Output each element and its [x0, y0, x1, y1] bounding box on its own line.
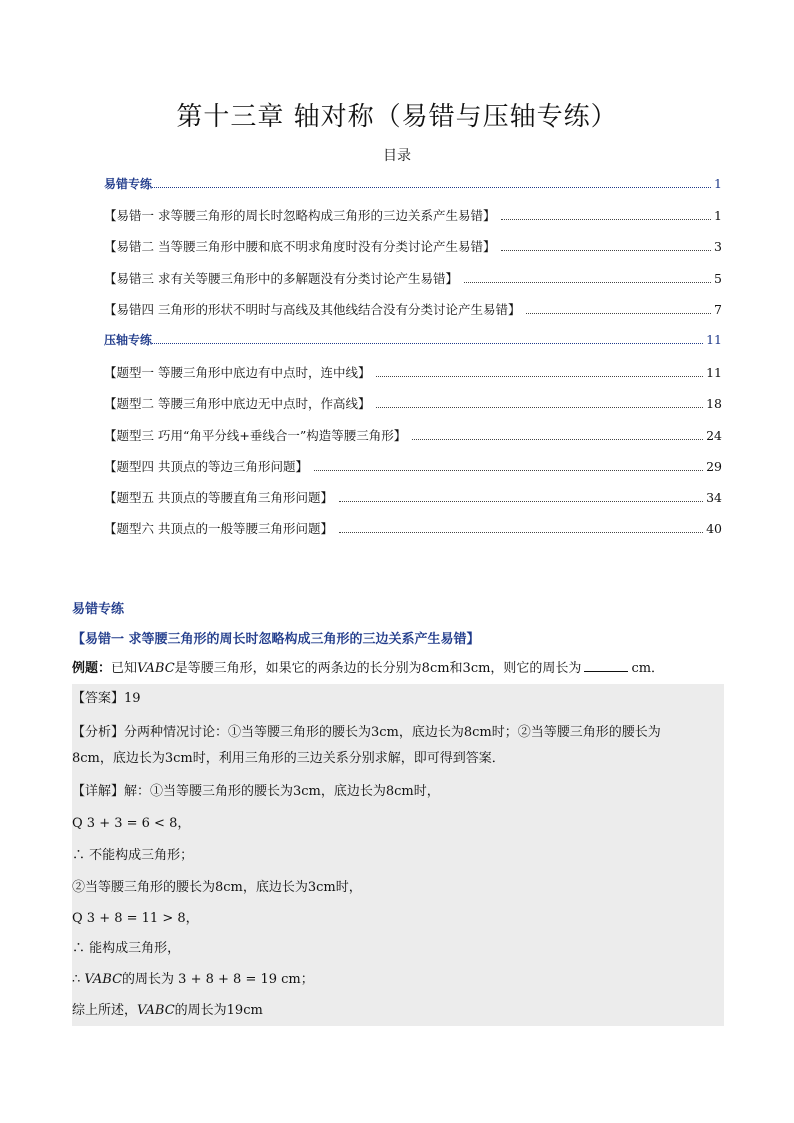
- toc-entry-link[interactable]: [104, 237, 722, 255]
- toc-leader-dots: [339, 501, 703, 502]
- section-heading: 易错专练: [72, 602, 125, 617]
- toc-entry-label: 【题型一 等腰三角形中底边有中点时，连中线】: [104, 365, 371, 380]
- triangle-symbol: VABC: [137, 1003, 175, 1018]
- toc-leader-dots: [501, 219, 711, 220]
- toc-entry-link[interactable]: [104, 363, 722, 381]
- toc-entry-link[interactable]: [104, 394, 722, 412]
- toc-entry-label: 易错专练: [104, 177, 153, 191]
- toc-page-number: 34: [706, 490, 722, 505]
- toc-entry-label: 【题型三 巧用“角平分线+垂线合一”构造等腰三角形】: [104, 428, 407, 443]
- toc-leader-dots: [152, 343, 703, 344]
- toc-page-number: 11: [706, 365, 722, 380]
- example-label: 例题：: [72, 661, 112, 676]
- step-2: ∴ 不能构成三角形；: [72, 840, 724, 872]
- toc-leader-dots: [464, 282, 711, 283]
- step-7-text: 的周长为19cm: [174, 1003, 263, 1018]
- example-text-a: 已知: [111, 661, 138, 676]
- toc-leader-dots: [526, 313, 711, 314]
- step-6: [72, 964, 724, 996]
- toc-entry-label: 【题型五 共顶点的等腰直角三角形问题】: [104, 490, 333, 505]
- toc-page-number: 40: [706, 521, 722, 536]
- toc-entry-label: 【题型二 等腰三角形中底边无中点时，作高线】: [104, 396, 371, 411]
- toc-page-number: 1: [714, 208, 722, 223]
- example-unit: cm．: [631, 661, 665, 676]
- toc-entry-link[interactable]: [104, 519, 722, 537]
- toc-page-number: 1: [714, 176, 722, 191]
- toc-leader-dots: [412, 439, 703, 440]
- toc-page-number: 24: [706, 428, 722, 443]
- toc-entry-label: 【题型六 共顶点的一般等腰三角形问题】: [104, 521, 333, 536]
- toc-page-number: 18: [706, 396, 722, 411]
- detail-line: 【详解】解：①当等腰三角形的腰长为3cm，底边长为8cm时，: [72, 776, 724, 808]
- toc-leader-dots: [376, 376, 703, 377]
- toc-entry-label: 压轴专练: [104, 333, 153, 347]
- toc-page-number: 11: [706, 332, 722, 347]
- page-title: 第十三章 轴对称（易错与压轴专练）: [176, 102, 618, 132]
- example-line: [72, 659, 724, 678]
- toc-leader-dots: [314, 470, 703, 471]
- analysis-line-2: 8cm，底边长为3cm时，利用三角形的三边关系分别求解，即可得到答案．: [72, 751, 505, 766]
- toc-entry-link[interactable]: [104, 426, 722, 444]
- triangle-symbol: VABC: [137, 661, 175, 676]
- toc-entry-label: 【易错一 求等腰三角形的周长时忽略构成三角形的三边关系产生易错】: [104, 208, 496, 223]
- toc-entry-link[interactable]: [104, 300, 722, 318]
- toc-entry-label: 【易错三 求有关等腰三角形中的多解题没有分类讨论产生易错】: [104, 271, 458, 286]
- toc-entry-label: 【易错二 当等腰三角形中腰和底不明求角度时没有分类讨论产生易错】: [104, 239, 496, 254]
- step-7: [72, 996, 724, 1026]
- toc-leader-dots: [152, 187, 711, 188]
- toc-entry-label: 【易错四 三角形的形状不明时与高线及其他线结合没有分类讨论产生易错】: [104, 302, 521, 317]
- example-text-b: 是等腰三角形，如果它的两条边的长分别为8cm和3cm，则它的周长为: [174, 661, 582, 676]
- toc-entry-link[interactable]: [104, 457, 722, 475]
- toc-section-link[interactable]: [104, 175, 722, 193]
- answer-line: 【答案】19: [72, 684, 724, 714]
- toc-page-number: 7: [714, 302, 722, 317]
- step-7-prefix: 综上所述，: [72, 1003, 138, 1018]
- step-4: Q 3 + 8 = 11 > 8，: [72, 904, 724, 934]
- triangle-symbol: VABC: [84, 972, 123, 987]
- toc-leader-dots: [376, 407, 703, 408]
- toc-section-link[interactable]: [104, 331, 722, 349]
- toc-page-number: 5: [714, 271, 722, 286]
- toc-entry-link[interactable]: [104, 206, 722, 224]
- toc-entry-label: 【题型四 共顶点的等边三角形问题】: [104, 459, 308, 474]
- step-1: Q 3 + 3 = 6 < 8，: [72, 808, 724, 840]
- toc-entry-link[interactable]: [104, 488, 722, 506]
- step-3: ②当等腰三角形的腰长为8cm，底边长为3cm时，: [72, 872, 724, 904]
- step-6-prefix: ∴: [72, 972, 85, 987]
- toc-leader-dots: [339, 532, 703, 533]
- toc-heading: 目录: [383, 148, 411, 164]
- toc-leader-dots: [501, 250, 711, 251]
- answer-blank: [584, 659, 628, 672]
- toc-page-number: 3: [714, 239, 722, 254]
- analysis-block: [72, 714, 724, 776]
- toc-page-number: 29: [706, 459, 722, 474]
- error-heading: 【易错一 求等腰三角形的周长时忽略构成三角形的三边关系产生易错】: [72, 632, 480, 647]
- toc-entry-link[interactable]: [104, 269, 722, 287]
- analysis-line-1: 【分析】分两种情况讨论：①当等腰三角形的腰长为3cm，底边长为8cm时；②当等腰三角形的腰长为: [72, 725, 661, 740]
- step-5: ∴ 能构成三角形，: [72, 934, 724, 964]
- step-6-text: 的周长为 3 + 8 + 8 = 19 cm；: [122, 972, 314, 987]
